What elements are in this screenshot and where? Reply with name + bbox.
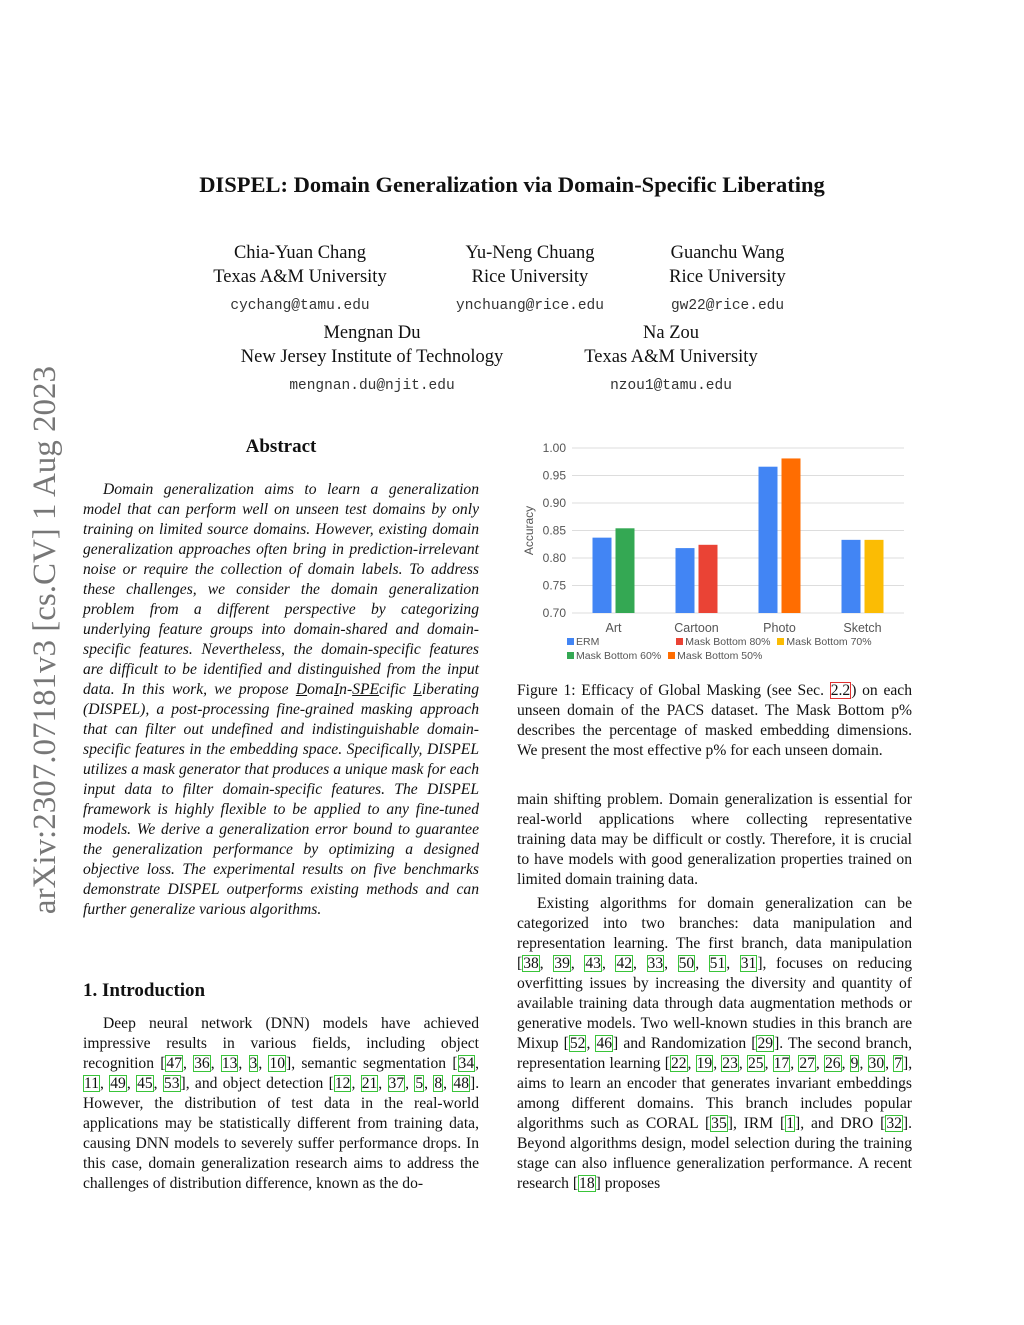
- bar-sketch: [842, 540, 861, 613]
- author-email[interactable]: gw22@rice.edu: [670, 298, 785, 314]
- author-name: Chia-Yuan Chang: [233, 243, 367, 263]
- paragraph-text: Deep neural network (DNN) models have achieved impressive results in various fields, including object recognition [: [83, 1015, 479, 1072]
- paragraph-text: ], and object detection [: [180, 1075, 334, 1092]
- citation-link[interactable]: 10: [269, 1055, 286, 1072]
- author-name: Yu-Neng Chuang: [465, 243, 595, 263]
- author-block: [430, 241, 630, 318]
- legend-row: [567, 636, 917, 648]
- bar-art: [616, 528, 635, 613]
- caption-text: ) on each unseen domain of the PACS dataset. The Mask Bottom p% describes the percentage of masked embedding dimensions. We present the most effective p% for each unseen domain.: [517, 682, 913, 759]
- acronym-text: cific: [379, 681, 406, 698]
- legend-item: [777, 636, 871, 648]
- author-affiliation: New Jersey Institute of Technology: [240, 347, 504, 367]
- author-block: [565, 321, 777, 398]
- citation-link[interactable]: 7: [894, 1055, 902, 1072]
- author-block: [190, 241, 410, 318]
- acronym-letter: L: [413, 681, 422, 698]
- citation-link[interactable]: 50: [678, 955, 695, 972]
- citation-link[interactable]: 46: [596, 1035, 613, 1052]
- citation-link[interactable]: 11: [84, 1075, 100, 1092]
- citation-link[interactable]: 23: [722, 1055, 738, 1072]
- legend-label: Mask Bottom 80%: [685, 636, 771, 648]
- citation-link[interactable]: 9: [850, 1055, 859, 1072]
- y-tick-label: 1.00: [542, 441, 566, 455]
- citation-group: 22, 19, 23, 25, 17, 27, 26, 9, 30, 7: [670, 1055, 902, 1072]
- author-name: Na Zou: [643, 323, 699, 343]
- x-tick-label: Art: [605, 621, 622, 635]
- bar-art: [593, 538, 612, 613]
- paragraph-text: Existing algorithms for domain generalization can be categorized into two branches: data manipulation and representation learning. The first branch, data manipulation [: [517, 895, 912, 972]
- paragraph: [517, 894, 912, 1194]
- section-heading-introduction: 1. Introduction: [83, 980, 206, 1001]
- caption-text: Figure 1: Efficacy of Global Masking (see Sec.: [517, 682, 830, 699]
- paragraph-text: ], semantic segmentation [: [286, 1055, 458, 1072]
- citation-link[interactable]: 22: [670, 1055, 687, 1072]
- citation-link[interactable]: 21: [361, 1075, 378, 1092]
- bar-cartoon: [676, 548, 695, 613]
- citation-group: [885, 1115, 903, 1132]
- citation-link[interactable]: 36: [194, 1055, 210, 1072]
- author-affiliation: Texas A&M University: [213, 267, 387, 287]
- citation-group: 47, 36, 13, 3, 10: [166, 1055, 286, 1072]
- citation-link[interactable]: 27: [799, 1055, 815, 1072]
- legend-label: Mask Bottom 50%: [677, 650, 763, 662]
- legend-swatch: [567, 652, 574, 659]
- legend-item: [567, 636, 599, 648]
- citation-link[interactable]: 19: [696, 1055, 713, 1072]
- x-tick-label: Sketch: [843, 621, 882, 635]
- legend-swatch: [567, 638, 574, 645]
- abstract-text: (DISPEL), a post-processing fine-grained masking approach that can filter out undefined and indistinguishable domain-specific features in the embedding space. Specifically, DISPEL utilizes a mask generator that produces a unique mask for each input data to filter domain-specific features. The DISPEL framework is highly flexible to be applied to any fine-tuned models. We derive a generalization error bound to guarantee the generalization performance by optimizing a designed objective loss. The experimental results on five benchmarks demonstrate DISPEL outperforms existing methods and can further generalize various algorithms.: [83, 701, 479, 918]
- author-name: Guanchu Wang: [670, 243, 785, 263]
- acronym-letter: SPE: [352, 681, 380, 698]
- legend-item: [567, 650, 661, 662]
- figure-1-chart: [517, 435, 917, 670]
- paragraph-text: ], focuses on reducing overfitting issues by increasing the diversity and quantity of available training data through data augmentation methods or generative models. Two well-known studies in this branch are Mixup [: [517, 955, 913, 1052]
- citation-link[interactable]: 25: [747, 1055, 764, 1072]
- introduction-paragraph: [83, 1014, 479, 1194]
- author-affiliation: Rice University: [669, 267, 786, 287]
- bar-cartoon: [699, 545, 718, 613]
- citation-link[interactable]: 39: [554, 955, 570, 972]
- citation-link[interactable]: 42: [616, 955, 633, 972]
- paper-title: DISPEL: Domain Generalization via Domain-Specific Liberating: [199, 172, 825, 197]
- paragraph-text: ]. The second branch, representation learning [: [517, 1035, 913, 1072]
- citation-link[interactable]: 33: [647, 955, 664, 972]
- paragraph-text: ], and DRO [: [795, 1115, 886, 1132]
- chart-legend: [567, 636, 917, 662]
- citation-link[interactable]: 5: [415, 1075, 424, 1092]
- paragraph: main shifting problem. Domain generalization is essential for real-world applications where collecting representative training data may be difficult or costly. Therefore, it is crucial to have models with good generalization properties trained on limited domain training data.: [517, 791, 912, 888]
- paragraph-text: ], IRM [: [727, 1115, 786, 1132]
- abstract-heading: Abstract: [245, 436, 317, 457]
- citation-group: 52, 46: [569, 1035, 613, 1052]
- abstract-body: [83, 480, 479, 920]
- acronym-letter: D: [295, 681, 308, 698]
- citation-link[interactable]: 49: [110, 1075, 126, 1092]
- legend-swatch: [676, 638, 683, 645]
- bar-chart: [517, 435, 917, 645]
- citation-group: [578, 1175, 596, 1192]
- author-email[interactable]: ynchuang@rice.edu: [456, 298, 604, 314]
- citation-link[interactable]: 48: [453, 1075, 469, 1092]
- author-block: [212, 321, 532, 398]
- y-axis-label: Accuracy: [522, 505, 536, 556]
- acronym-text: oma: [307, 681, 334, 698]
- citation-link[interactable]: 29: [757, 1035, 774, 1052]
- bar-photo: [759, 467, 778, 613]
- y-tick-label: 0.70: [542, 606, 566, 620]
- citation-group: [710, 1115, 728, 1132]
- citation-link[interactable]: 26: [824, 1055, 841, 1072]
- citation-link[interactable]: 13: [221, 1055, 238, 1072]
- legend-label: ERM: [576, 636, 600, 648]
- citation-link[interactable]: 51: [709, 955, 726, 972]
- abstract-text: Domain generalization aims to learn a generalization model that can perform well on unseen test domains by only training on limited source domains. However, existing domain generalization approaches often bring in prediction-irrelevant noise or require the collection of domain labels. To address these challenges, we consider the domain generalization problem from a different perspective by categorizing underlying feature groups into domain-shared and domain-specific features. Nevertheless, the domain-specific features are difficult to be identified and distinguished from the input data. In this work, we propose: [83, 481, 479, 698]
- acronym-letter: I: [333, 681, 340, 698]
- y-tick-label: 0.80: [542, 551, 566, 565]
- figure-caption: [517, 681, 912, 761]
- legend-swatch: [777, 638, 784, 645]
- citation-link[interactable]: 3: [249, 1055, 258, 1072]
- bar-photo: [782, 458, 801, 613]
- citation-link[interactable]: 53: [163, 1075, 180, 1092]
- citation-link[interactable]: 12: [334, 1075, 351, 1092]
- citation-link[interactable]: 38: [523, 955, 539, 972]
- legend-row: [567, 650, 917, 662]
- citation-link[interactable]: 35: [711, 1115, 727, 1132]
- author-email[interactable]: cychang@tamu.edu: [230, 298, 370, 314]
- citation-link[interactable]: 30: [868, 1055, 885, 1072]
- legend-item: [676, 636, 770, 648]
- citation-link[interactable]: 1: [786, 1115, 795, 1132]
- right-column-text: [517, 790, 912, 1194]
- citation-group: 38, 39, 43, 42, 33, 50, 51, 31: [523, 955, 757, 972]
- citation-group: [756, 1035, 774, 1052]
- author-email[interactable]: mengnan.du@njit.edu: [289, 378, 455, 394]
- citation-link[interactable]: 32: [886, 1115, 902, 1132]
- arxiv-identifier: arXiv:2307.07181v3 [cs.CV] 1 Aug 2023: [27, 365, 63, 915]
- citation-link[interactable]: 45: [137, 1075, 153, 1092]
- paragraph-text: ]. Beyond algorithms design, model selection during the training stage can also influence generalization performance. A recent research [: [517, 1115, 913, 1192]
- x-tick-label: Photo: [763, 621, 796, 635]
- section-reference-link[interactable]: 2.2: [830, 682, 851, 699]
- author-affiliation: Texas A&M University: [584, 347, 758, 367]
- paragraph-text: ] proposes: [595, 1175, 661, 1192]
- citation-group: 12, 21, 37, 5, 8, 48: [334, 1075, 469, 1092]
- author-block: [640, 241, 815, 318]
- y-tick-label: 0.90: [542, 496, 566, 510]
- legend-label: Mask Bottom 60%: [576, 650, 662, 662]
- citation-link[interactable]: 37: [388, 1075, 405, 1092]
- acronym-text: n-: [339, 681, 353, 698]
- citation-link[interactable]: 34: [458, 1055, 475, 1072]
- y-tick-label: 0.85: [542, 523, 566, 538]
- acronym-text: iberating: [421, 681, 480, 698]
- author-affiliation: Rice University: [471, 267, 589, 287]
- citation-link[interactable]: 52: [569, 1035, 586, 1052]
- citation-link[interactable]: 31: [740, 955, 757, 972]
- author-email[interactable]: nzou1@tamu.edu: [610, 378, 732, 394]
- legend-label: Mask Bottom 70%: [786, 636, 872, 648]
- citation-group: 34, 11, 49, 45, 53: [84, 1055, 480, 1092]
- citation-group: [785, 1115, 795, 1132]
- citation-link[interactable]: 18: [579, 1175, 595, 1192]
- x-tick-label: Cartoon: [674, 621, 719, 635]
- citation-link[interactable]: 47: [166, 1055, 183, 1072]
- legend-item: [668, 650, 762, 662]
- y-tick-label: 0.95: [542, 468, 566, 483]
- y-tick-label: 0.75: [542, 578, 566, 593]
- citation-link[interactable]: 17: [773, 1055, 790, 1072]
- paragraph-text: ], aims to learn an encoder that generates invariant embeddings among different domains. This branch includes popular algorithms such as CORAL [: [517, 1055, 913, 1132]
- bar-sketch: [865, 540, 884, 613]
- paragraph-text: ] and Randomization [: [613, 1035, 757, 1052]
- citation-link[interactable]: 43: [585, 955, 601, 972]
- paragraph-text: ]. However, the distribution of test data in the real-world applications may be statistically different from training data, causing DNN models to severely suffer performance drops. In this case, domain generalization research aims to address the challenges of distribution difference, known as the do-: [83, 1075, 480, 1192]
- author-name: Mengnan Du: [323, 323, 421, 343]
- citation-link[interactable]: 8: [434, 1075, 443, 1092]
- legend-swatch: [668, 652, 675, 659]
